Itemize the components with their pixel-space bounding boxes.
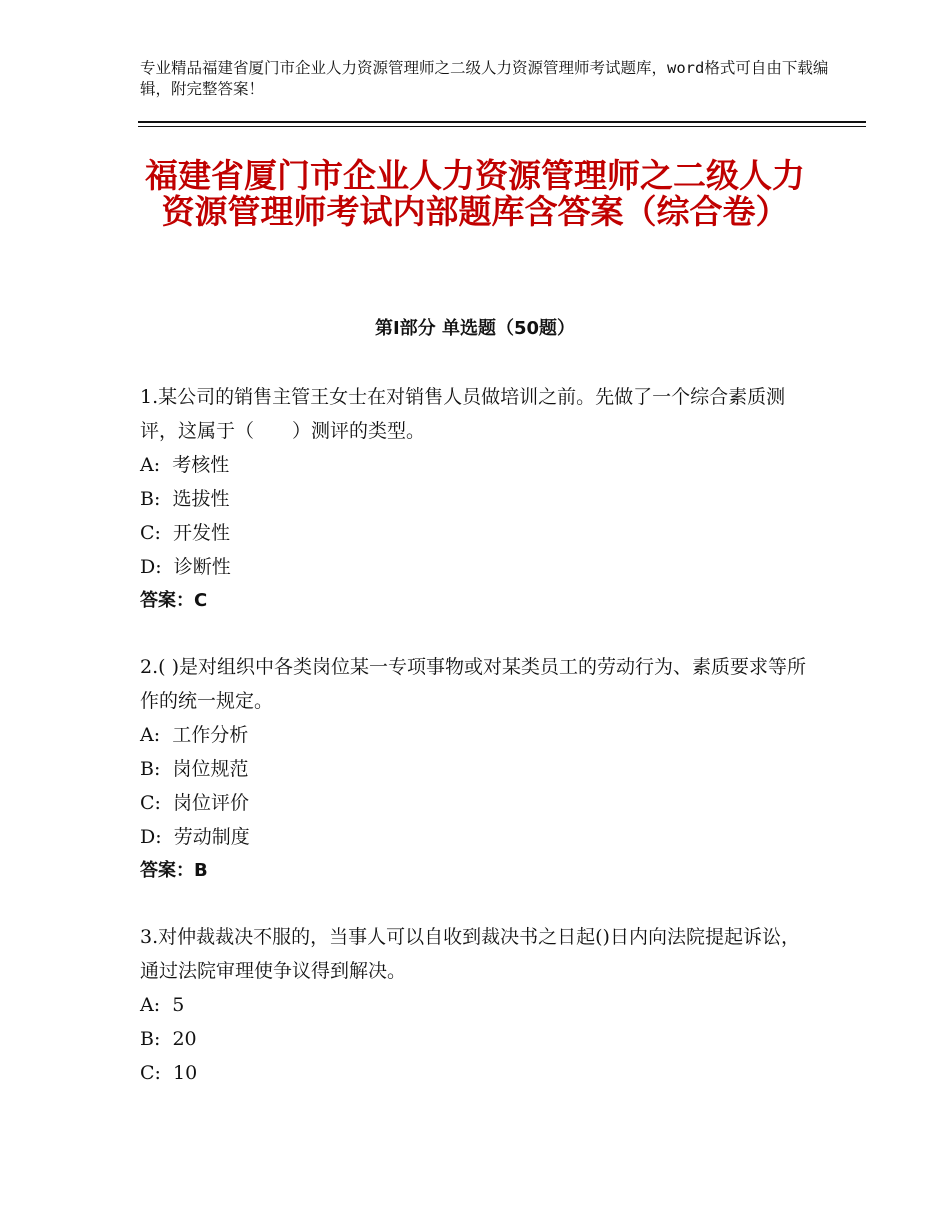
question-stem: 2.( )是对组织中各类岗位某一专项事物或对某类员工的劳动行为、素质要求等所作的统一规定。	[140, 656, 806, 712]
option-key: C	[140, 522, 155, 544]
header-rule-thick	[138, 121, 866, 123]
option-key: D	[140, 556, 156, 578]
option-text: 诊断性	[173, 556, 231, 578]
option-separator: :	[153, 454, 173, 476]
option-key: A	[140, 994, 154, 1016]
option-b	[140, 752, 810, 786]
option-text: 10	[173, 1062, 198, 1084]
option-text: 岗位规范	[172, 758, 249, 780]
option-text: 5	[172, 994, 185, 1016]
option-text: 选拔性	[172, 488, 230, 510]
option-key: A	[140, 454, 154, 476]
option-key: B	[140, 1028, 154, 1050]
question-3	[140, 920, 810, 1090]
option-separator: :	[153, 994, 173, 1016]
option-d	[140, 550, 810, 584]
header-rule-thin	[138, 126, 866, 127]
option-text: 岗位评价	[173, 792, 250, 814]
option-key: B	[140, 488, 154, 510]
option-separator: :	[153, 724, 173, 746]
option-text: 工作分析	[172, 724, 249, 746]
option-b	[140, 1022, 810, 1056]
question-stem: 1.某公司的销售主管王女士在对销售人员做培训之前。先做了一个综合素质测评，这属于（ ）测评的类型。	[140, 386, 786, 442]
option-separator: :	[154, 792, 174, 814]
option-separator: :	[155, 556, 174, 578]
answer-line: 答案：B	[140, 860, 208, 881]
question-2	[140, 650, 810, 888]
option-separator: :	[154, 522, 174, 544]
option-key: D	[140, 826, 156, 848]
option-c	[140, 516, 810, 550]
document-title: 福建省厦门市企业人力资源管理师之二级人力资源管理师考试内部题库含答案（综合卷）	[145, 156, 805, 231]
option-key: A	[140, 724, 154, 746]
option-b	[140, 482, 810, 516]
option-a	[140, 988, 810, 1022]
answer-line: 答案：C	[140, 590, 208, 611]
option-a	[140, 448, 810, 482]
option-text: 劳动制度	[173, 826, 250, 848]
question-1	[140, 380, 810, 618]
option-c	[140, 786, 810, 820]
option-d	[140, 820, 810, 854]
option-a	[140, 718, 810, 752]
header-note: 专业精品福建省厦门市企业人力资源管理师之二级人力资源管理师考试题库，word格式可自由下载编辑，附完整答案！	[140, 59, 829, 98]
option-separator: :	[153, 758, 173, 780]
question-list	[140, 380, 810, 1122]
option-key: B	[140, 758, 154, 780]
option-separator: :	[155, 826, 174, 848]
option-text: 20	[172, 1028, 197, 1050]
option-separator: :	[153, 488, 173, 510]
option-separator: :	[154, 1062, 174, 1084]
option-text: 考核性	[172, 454, 230, 476]
option-key: C	[140, 1062, 155, 1084]
option-text: 开发性	[173, 522, 231, 544]
option-key: C	[140, 792, 155, 814]
option-c	[140, 1056, 810, 1090]
section-heading: 第Ⅰ部分 单选题（50题）	[374, 318, 575, 339]
question-stem: 3.对仲裁裁决不服的，当事人可以自收到裁决书之日起()日内向法院提起诉讼，通过法院审理使争议得到解决。	[140, 926, 800, 982]
option-separator: :	[153, 1028, 173, 1050]
